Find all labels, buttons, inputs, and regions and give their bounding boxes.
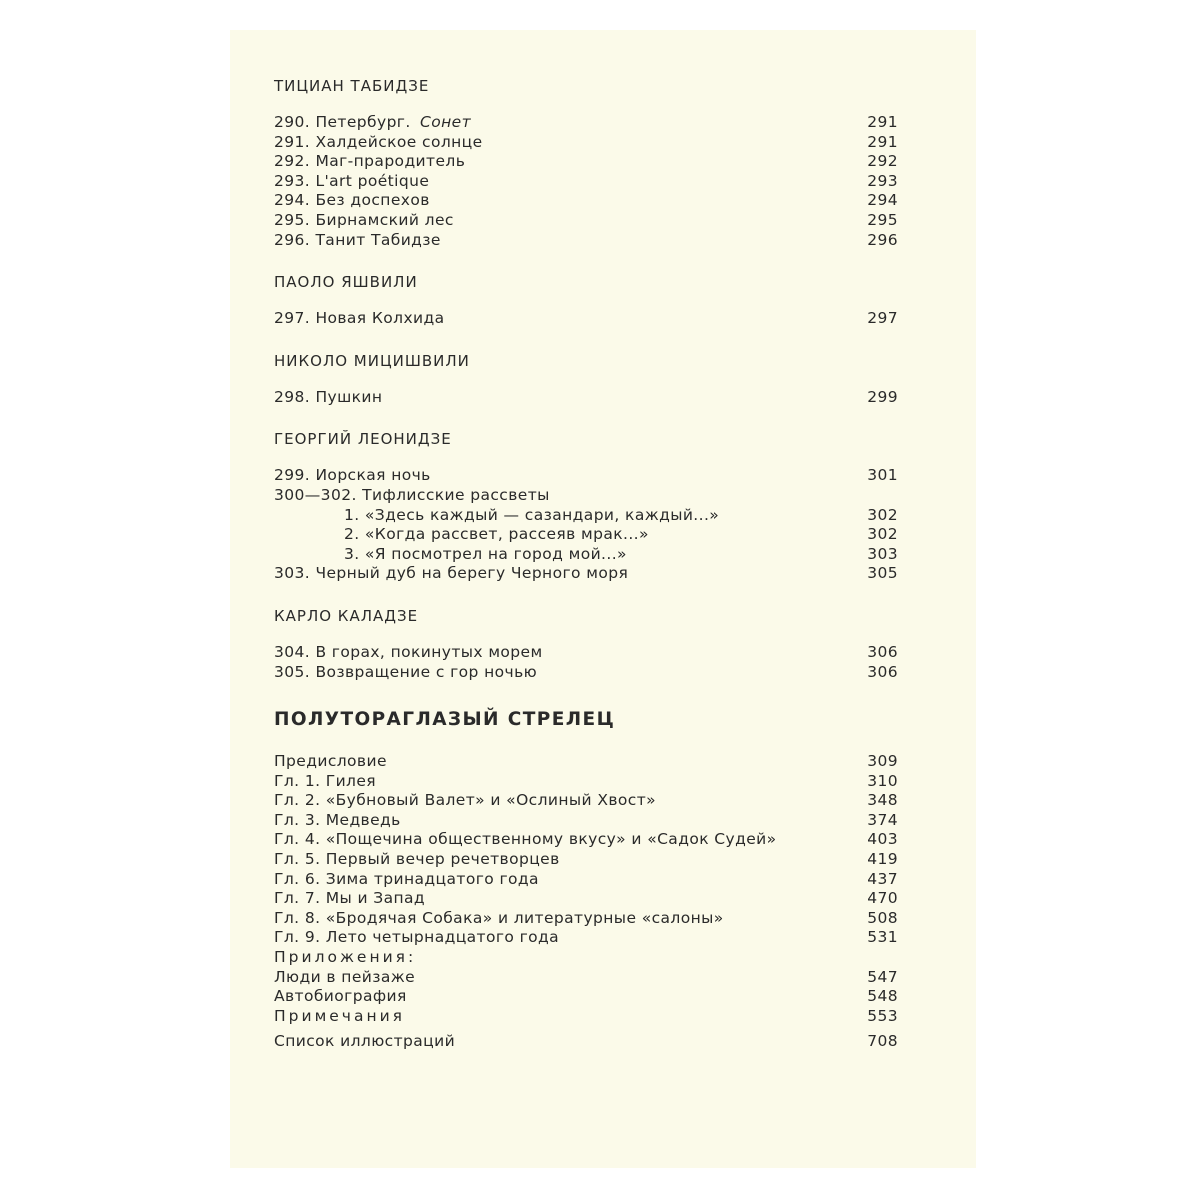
toc-entry	[274, 191, 898, 211]
page-number: 374	[867, 810, 898, 829]
author-section	[274, 606, 898, 682]
page-number: 309	[867, 752, 898, 771]
author-name: НИКОЛО МИЦИШВИЛИ	[274, 351, 470, 370]
toc-entry	[274, 1032, 898, 1052]
toc-entry	[274, 545, 898, 565]
toc-entry	[274, 486, 898, 506]
entry-title: Приложения:	[274, 948, 420, 966]
toc-entry	[274, 506, 898, 526]
page-number: 295	[867, 210, 898, 229]
page-number: 305	[867, 564, 898, 583]
entry-title: 300—302. Тифлисские рассветы	[274, 486, 554, 504]
toc-entry	[274, 889, 898, 909]
toc-entry	[274, 211, 898, 231]
entry-title: Гл. 1. Гилея	[274, 772, 380, 790]
entry-title: 291. Халдейское солнце	[274, 133, 487, 151]
toc-entry	[274, 987, 898, 1007]
page-number: 302	[867, 505, 898, 524]
page-number: 708	[867, 1032, 898, 1051]
entry-title: Люди в пейзаже	[274, 968, 419, 986]
entry-title: Гл. 9. Лето четырнадцатого года	[274, 928, 563, 946]
page-number: 470	[867, 889, 898, 908]
toc-entry	[274, 466, 898, 486]
book-page	[230, 30, 976, 1168]
entry-title: Гл. 6. Зима тринадцатого года	[274, 870, 543, 888]
toc-entry	[274, 1007, 898, 1027]
toc-entry	[274, 791, 898, 811]
author-section	[274, 351, 898, 408]
page-number: 531	[867, 928, 898, 947]
entry-title: 293. L'art poétique	[274, 172, 433, 190]
page-number: 310	[867, 771, 898, 790]
toc-entry	[274, 643, 898, 663]
toc-entry	[274, 388, 898, 408]
page-number: 296	[867, 230, 898, 249]
entry-title: 290. Петербург.	[274, 113, 420, 131]
toc-entry	[274, 909, 898, 929]
page-number: 291	[867, 113, 898, 131]
page-number: 302	[867, 525, 898, 544]
entry-title: Гл. 2. «Бубновый Валет» и «Ослиный Хвост»	[274, 791, 660, 809]
entry-title: Примечания	[274, 1007, 409, 1025]
toc-entry	[274, 811, 898, 831]
entry-title: 3. «Я посмотрел на город мой...»	[274, 545, 631, 563]
entry-title: 305. Возвращение с гор ночью	[274, 663, 541, 681]
author-section	[274, 272, 898, 329]
toc-entry	[274, 928, 898, 948]
toc-entry	[274, 752, 898, 772]
page-number: 508	[867, 908, 898, 927]
entry-title: 297. Новая Колхида	[274, 309, 449, 327]
entry-title: 292. Маг-прародитель	[274, 152, 469, 170]
page-number: 437	[867, 869, 898, 888]
entry-title: Список иллюстраций	[274, 1032, 459, 1050]
toc-entry	[274, 113, 898, 133]
page-number: 306	[867, 662, 898, 681]
page-number: 293	[867, 171, 898, 190]
entry-title: Гл. 4. «Пощечина общественному вкусу» и «Садок Судей»	[274, 830, 781, 848]
page-number: 548	[867, 987, 898, 1006]
page-number: 292	[867, 152, 898, 171]
author-name: ТИЦИАН ТАБИДЗЕ	[274, 77, 430, 95]
toc-entry	[274, 663, 898, 683]
entry-title: 294. Без доспехов	[274, 191, 434, 209]
toc-entry	[274, 772, 898, 792]
toc-entry	[274, 309, 898, 329]
author-name: ПАОЛО ЯШВИЛИ	[274, 273, 418, 292]
toc-entry	[274, 870, 898, 890]
page-number: 348	[867, 791, 898, 810]
toc-entry	[274, 564, 898, 584]
toc-entry	[274, 968, 898, 988]
entry-title: 1. «Здесь каждый — сазандари, каждый...»	[274, 506, 723, 524]
entry-title: Автобиография	[274, 987, 411, 1005]
entry-title: Гл. 3. Медведь	[274, 811, 405, 829]
entry-title: 303. Черный дуб на берегу Черного моря	[274, 564, 632, 582]
entry-title: 295. Бирнамский лес	[274, 211, 458, 229]
entry-title-italic: Сонет	[420, 113, 475, 131]
author-name: ГЕОРГИЙ ЛЕОНИДЗЕ	[274, 430, 452, 449]
page-number: 291	[867, 132, 898, 151]
page-number: 306	[867, 642, 898, 661]
page-number: 403	[867, 830, 898, 849]
entry-title: Гл. 5. Первый вечер речетворцев	[274, 850, 564, 868]
toc-entry	[274, 152, 898, 172]
entry-title: Гл. 8. «Бродячая Собака» и литературные «салоны»	[274, 909, 728, 927]
page-number: 553	[867, 1006, 898, 1025]
page-number: 303	[867, 544, 898, 563]
toc-entry	[274, 525, 898, 545]
entry-title: 298. Пушкин	[274, 388, 386, 406]
entry-title: 2. «Когда рассвет, рассеяв мрак...»	[274, 525, 653, 543]
author-section	[274, 76, 898, 250]
entry-title: 299. Иорская ночь	[274, 466, 435, 484]
toc-entry	[274, 850, 898, 870]
page-number: 299	[867, 387, 898, 406]
toc-entry	[274, 172, 898, 192]
entry-title: 304. В горах, покинутых морем	[274, 643, 547, 661]
author-name: КАРЛО КАЛАДЗЕ	[274, 606, 419, 625]
page-number: 297	[867, 309, 898, 328]
entry-title: 296. Танит Табидзе	[274, 231, 445, 249]
table-of-contents	[274, 76, 898, 1052]
toc-entry	[274, 830, 898, 850]
page-number: 419	[867, 850, 898, 869]
page-number: 294	[867, 191, 898, 210]
entry-title: Предисловие	[274, 752, 391, 770]
entry-title: Гл. 7. Мы и Запад	[274, 889, 429, 907]
page-number: 301	[867, 466, 898, 485]
page-number: 547	[867, 967, 898, 986]
toc-entry	[274, 948, 898, 968]
book-heading: ПОЛУТОРАГЛАЗЫЙ СТРЕЛЕЦ	[274, 709, 616, 731]
toc-entry	[274, 133, 898, 153]
author-section	[274, 429, 898, 584]
toc-entry	[274, 231, 898, 251]
